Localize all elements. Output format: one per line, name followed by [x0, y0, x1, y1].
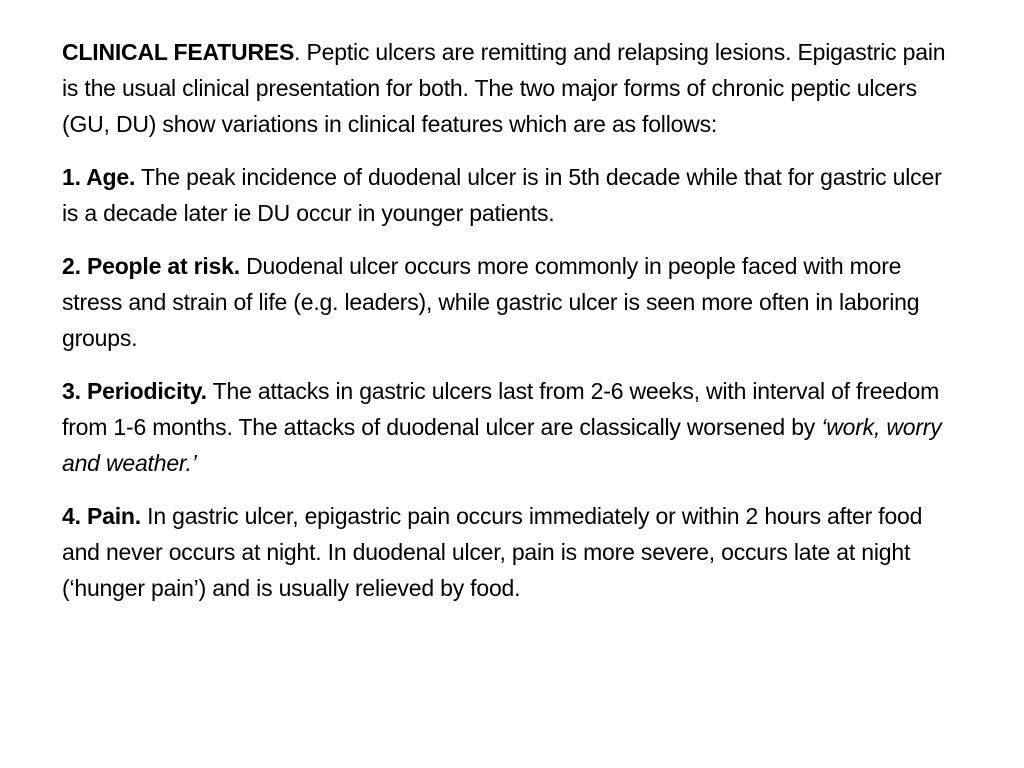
feature-periodicity-heading: 3. Periodicity.	[62, 378, 207, 404]
intro-text: . Peptic ulcers are remitting and relapsing lesions. Epigastric pain is the usual clinical presentation for both. The two major forms of chronic peptic ulcers (GU, DU) show variations in clinical features which are as follows:	[62, 39, 946, 137]
feature-pain-text: In gastric ulcer, epigastric pain occurs immediately or within 2 hours after food and never occurs at night. In duodenal ulcer, pain is more severe, occurs late at night (‘hunger pain’) and is usually relieved by food.	[62, 503, 923, 601]
feature-people-at-risk-text: Duodenal ulcer occurs more commonly in people faced with more stress and strain of life (e.g. leaders), while gastric ulcer is seen more often in laboring groups.	[62, 253, 920, 351]
feature-people-at-risk-heading: 2. People at risk.	[62, 253, 240, 279]
feature-people-at-risk	[62, 248, 962, 356]
feature-periodicity-text: The attacks in gastric ulcers last from 2-6 weeks, with interval of freedom from 1-6 months. The attacks of duodenal ulcer are classically worsened by	[62, 378, 940, 440]
feature-age	[62, 159, 962, 231]
feature-age-heading: 1. Age.	[62, 164, 136, 190]
feature-pain-heading: 4. Pain.	[62, 503, 141, 529]
intro-paragraph	[62, 34, 962, 142]
feature-periodicity-quote: ‘work, worry and weather.’	[62, 414, 942, 476]
feature-periodicity	[62, 373, 962, 481]
slide-content	[62, 34, 962, 623]
feature-pain	[62, 498, 962, 606]
section-heading: CLINICAL FEATURES	[62, 39, 295, 65]
feature-age-text: The peak incidence of duodenal ulcer is in 5th decade while that for gastric ulcer is a decade later ie DU occur in younger patients.	[62, 164, 942, 226]
